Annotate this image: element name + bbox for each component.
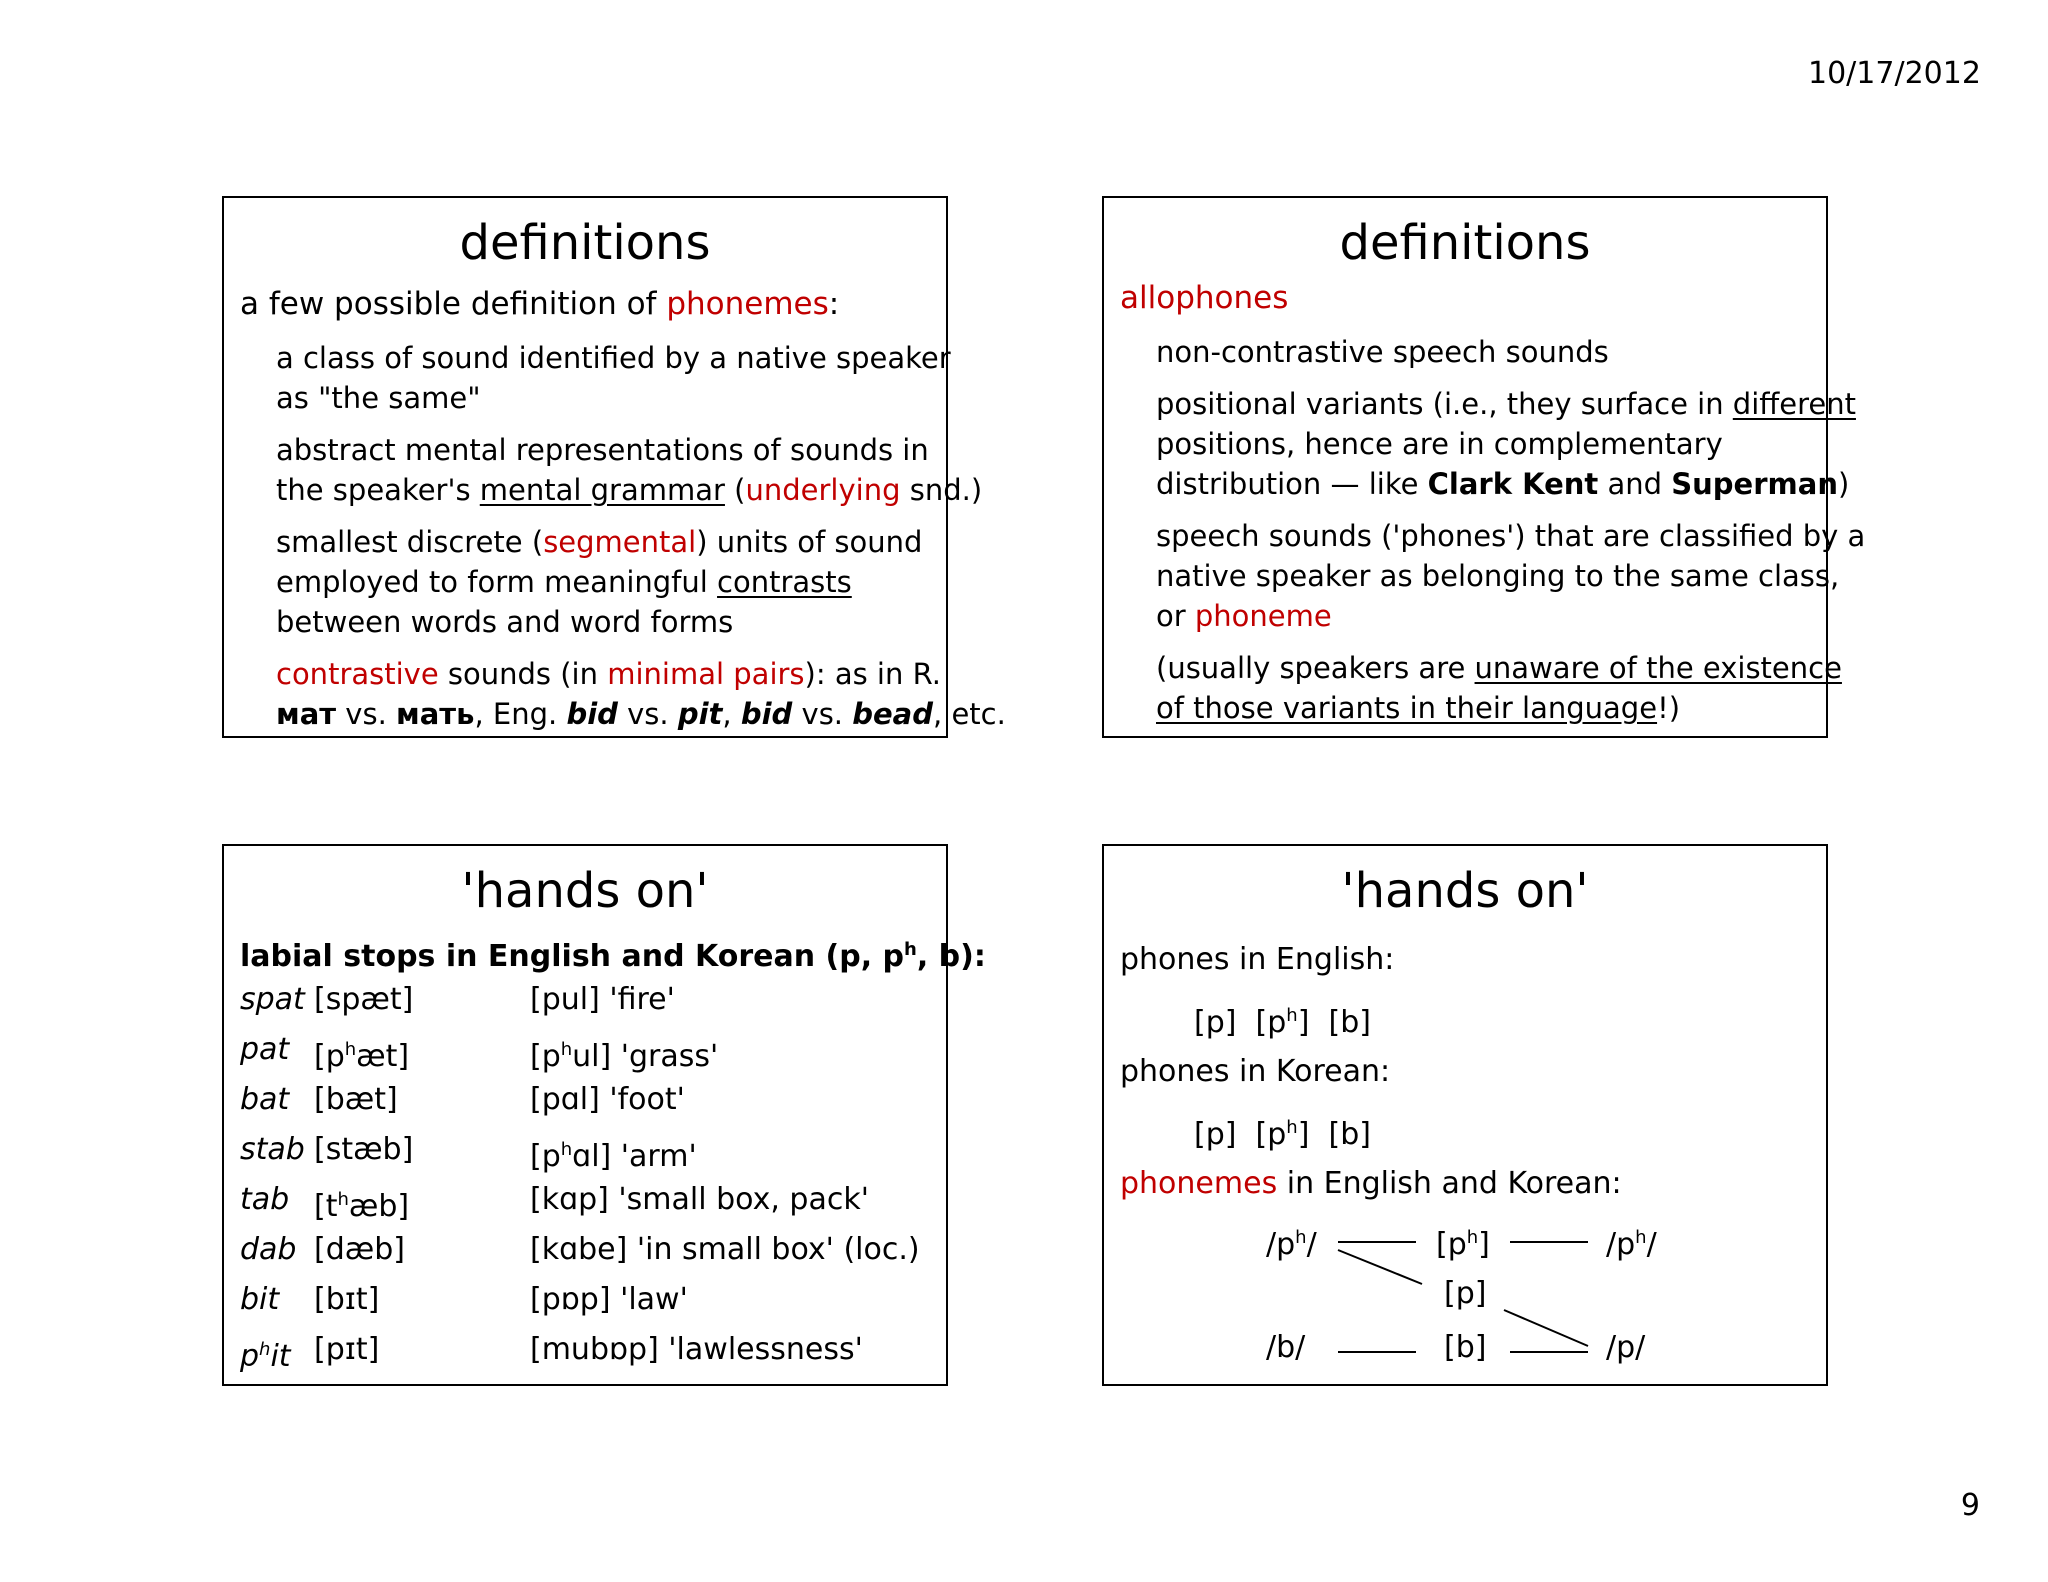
- bullet-3-line-1: speech sounds ('phones') that are classified by a: [1156, 519, 1866, 553]
- english-ipa: [dæb]: [314, 1232, 405, 1267]
- phone-ph: $[p^h]$: [1436, 1227, 1490, 1262]
- table-heading: labial stops in English and Korean (p, $p^h$, b):: [240, 939, 986, 974]
- english-word: spat: [240, 982, 305, 1017]
- english-word: bat: [240, 1082, 290, 1117]
- korean-phones-label: phones in Korean:: [1120, 1054, 1391, 1089]
- korean-entry: [mubɒp] 'lawlessness': [530, 1332, 863, 1367]
- english-ipa: [spæt]: [314, 982, 414, 1017]
- korean-entry: [pɑl] 'foot': [530, 1082, 685, 1117]
- slide-title: definitions: [1339, 215, 1591, 271]
- phonemes-label: phonemes in English and Korean:: [1120, 1166, 1622, 1201]
- table-row: [240, 1330, 930, 1374]
- phoneme-ph-korean: $/p^h/$: [1606, 1227, 1657, 1262]
- slide-title: 'hands on': [461, 863, 709, 919]
- table-row: [240, 1180, 930, 1224]
- english-word: dab: [240, 1232, 297, 1267]
- english-phones-label: phones in English:: [1120, 942, 1395, 977]
- bullet-3-line-3: between words and word forms: [276, 605, 734, 639]
- english-ipa: [bæt]: [314, 1082, 398, 1117]
- table-row: [240, 1080, 930, 1120]
- slide-hands-on-phonemes: [1102, 844, 1828, 1386]
- bullet-3-line-2: native speaker as belonging to the same class,: [1156, 559, 1840, 593]
- bullet-1: non-contrastive speech sounds: [1156, 335, 1609, 369]
- phoneme-ph-english: $/p^h/$: [1266, 1227, 1317, 1262]
- english-phones-list: [p] $[p^h]$ [b]: [1194, 1005, 1371, 1040]
- english-ipa: [stæb]: [314, 1132, 414, 1167]
- table-row: [240, 1130, 930, 1174]
- slide-definitions-phonemes: [222, 196, 1006, 738]
- bullet-4-line-1: contrastive sounds (in minimal pairs): as in R.: [276, 657, 941, 691]
- english-word: pat: [240, 1032, 290, 1067]
- bullet-4-line-1: (usually speakers are unaware of the existence: [1156, 651, 1842, 685]
- english-ipa: $[t^hæb]$: [314, 1189, 410, 1224]
- slide-title: 'hands on': [1341, 863, 1589, 919]
- page-number: 9: [1960, 1488, 1980, 1523]
- table-row: [240, 1280, 930, 1320]
- bullet-3-line-3: or phoneme: [1156, 599, 1332, 633]
- bullet-2-line-2: positions, hence are in complementary: [1156, 427, 1723, 461]
- phone-p: [p]: [1444, 1276, 1487, 1311]
- line-ph-english-to-p: [1338, 1250, 1422, 1284]
- korean-phones-list: [p] $[p^h]$ [b]: [1194, 1117, 1371, 1152]
- slide-title: definitions: [459, 215, 711, 271]
- bullet-1-line-2: as "the same": [276, 381, 481, 415]
- english-word: tab: [240, 1182, 290, 1217]
- table-row: [240, 980, 930, 1020]
- slide-date: 10/17/2012: [1808, 56, 1981, 91]
- english-word: stab: [240, 1132, 305, 1167]
- korean-entry: [kɑp] 'small box, pack': [530, 1182, 869, 1217]
- table-row: [240, 1030, 930, 1074]
- table-row: [240, 1230, 930, 1270]
- korean-entry: [kɑbe] 'in small box' (loc.): [530, 1232, 920, 1267]
- phoneme-b-english: /b/: [1266, 1330, 1306, 1365]
- bullet-2-line-2: the speaker's mental grammar (underlying snd.): [276, 473, 983, 507]
- korean-entry: [pɒp] 'law': [530, 1282, 688, 1317]
- korean-entry: $[p^hul]$ 'grass': [530, 1039, 719, 1074]
- intro-line: a few possible definition of phonemes:: [240, 286, 840, 322]
- bullet-2-line-1: positional variants (i.e., they surface in different: [1156, 387, 1856, 421]
- phone-b: [b]: [1444, 1330, 1487, 1365]
- phoneme-mapping-lines: [1104, 846, 1826, 1384]
- english-word: $p^hit$: [240, 1339, 291, 1374]
- slide-hands-on-labial-stops: [222, 844, 986, 1386]
- bullet-3-line-2: employed to form meaningful contrasts: [276, 565, 852, 599]
- bullet-3-line-1: smallest discrete (segmental) units of sound: [276, 525, 923, 559]
- line-p-to-p-korean: [1504, 1310, 1588, 1346]
- korean-entry: $[p^hɑl]$ 'arm': [530, 1139, 697, 1174]
- bullet-1-line-1: a class of sound identified by a native speaker: [276, 341, 951, 375]
- term-allophones: allophones: [1120, 280, 1289, 316]
- english-ipa: [bɪt]: [314, 1282, 380, 1317]
- phoneme-p-korean: /p/: [1606, 1330, 1646, 1365]
- english-ipa: [pɪt]: [314, 1332, 380, 1367]
- english-word: bit: [240, 1282, 280, 1317]
- korean-entry: [pul] 'fire': [530, 982, 675, 1017]
- bullet-4-line-2: of those variants in their language!): [1156, 691, 1681, 725]
- bullet-4-line-2: мат vs. мать, Eng. bid vs. pit, bid vs. bead, etc.: [276, 697, 1006, 731]
- bullet-2-line-1: abstract mental representations of sounds in: [276, 433, 929, 467]
- bullet-2-line-3: distribution — like Clark Kent and Superman): [1156, 467, 1850, 501]
- slide-definitions-allophones: [1102, 196, 1866, 738]
- english-ipa: $[p^hæt]$: [314, 1039, 410, 1074]
- term-phonemes: phonemes: [666, 286, 829, 322]
